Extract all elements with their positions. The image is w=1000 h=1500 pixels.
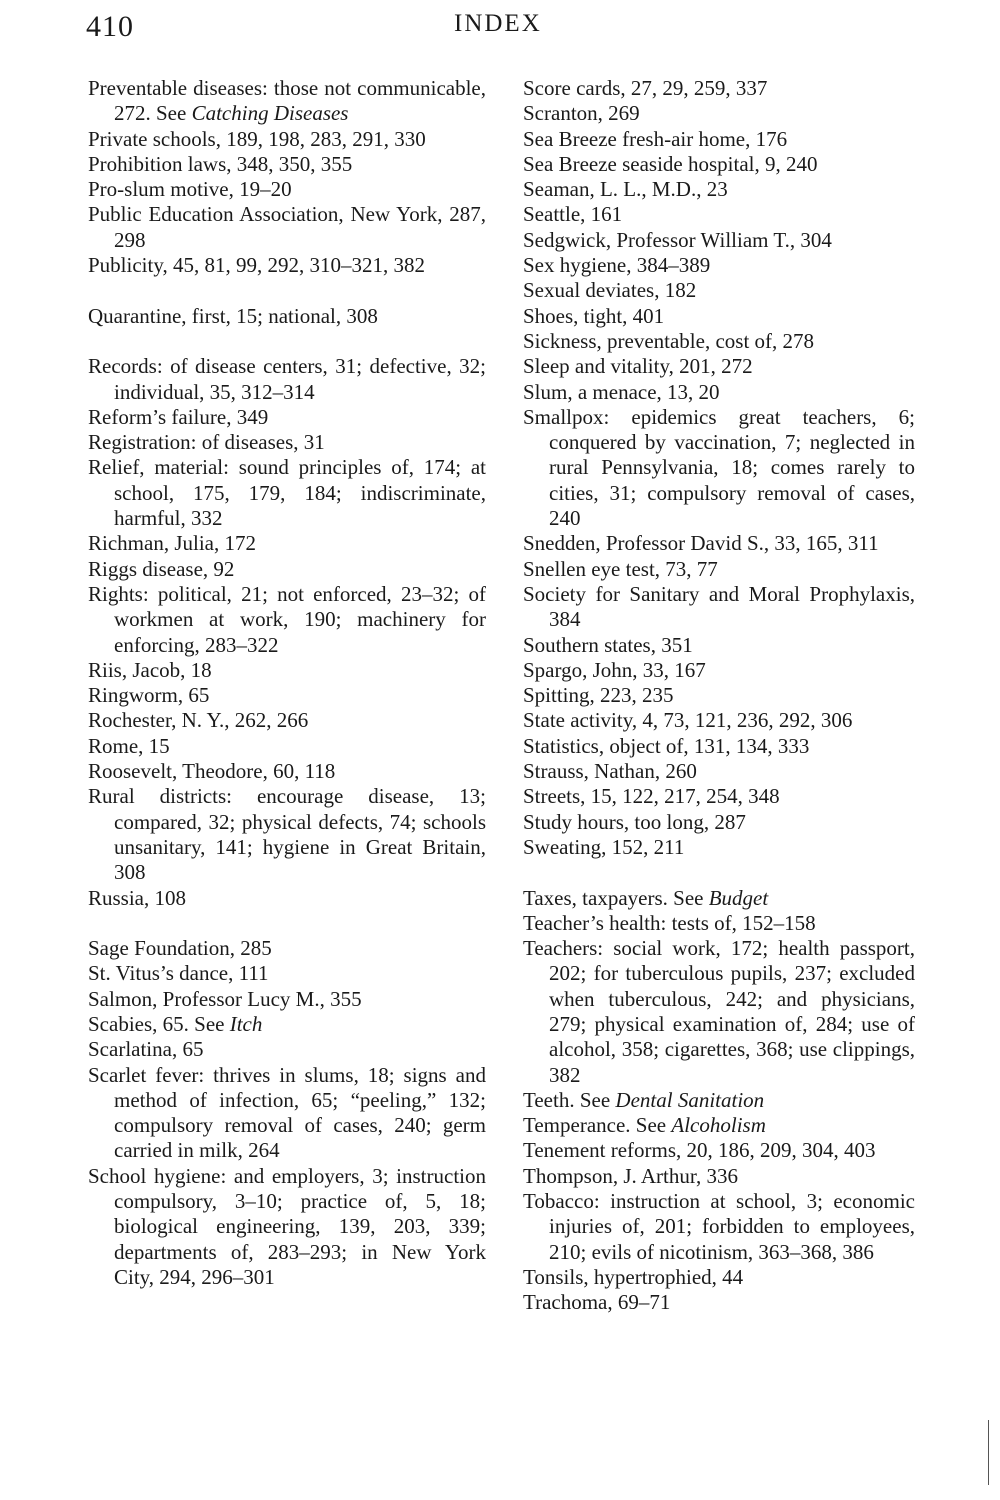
index-entry xyxy=(88,202,486,253)
section-gap xyxy=(88,329,486,354)
index-entry-text: Relief, material: sound principles of, 174; at school, 175, 179, 184; indiscriminate, harmful, 332 xyxy=(88,455,486,531)
index-entry xyxy=(88,177,486,202)
index-entry xyxy=(88,936,486,961)
index-entry-text: Sleep and vitality, 201, 272 xyxy=(523,354,753,379)
index-column-right xyxy=(523,76,915,1316)
index-entry xyxy=(88,152,486,177)
index-entry-text: Scranton, 269 xyxy=(523,101,640,126)
see-reference: Budget xyxy=(708,885,769,910)
index-entry-text: Study hours, too long, 287 xyxy=(523,809,746,834)
index-entry-text: Snellen eye test, 73, 77 xyxy=(523,556,718,581)
index-entry xyxy=(523,405,915,531)
index-entry-text: Records: of disease centers, 31; defective, 32; individual, 35, 312–314 xyxy=(88,354,486,404)
index-entry-text: Rochester, N. Y., 262, 266 xyxy=(88,708,309,733)
index-entry-text: Spitting, 223, 235 xyxy=(523,683,674,708)
index-entry xyxy=(88,354,486,405)
index-entry-text: Tobacco: instruction at school, 3; economic injuries of, 201; forbidden to employees, 210; evils of nicotinism, 363–368, 386 xyxy=(523,1189,915,1264)
index-entry-text: Sex hygiene, 384–389 xyxy=(523,253,711,278)
see-reference: Catching Diseases xyxy=(191,101,349,126)
index-entry-text: Strauss, Nathan, 260 xyxy=(523,759,697,784)
index-entry-text: Quarantine, first, 15; national, 308 xyxy=(88,303,378,328)
index-entry xyxy=(523,734,915,759)
index-column-left xyxy=(88,76,486,1290)
index-entry xyxy=(523,177,915,202)
index-entry xyxy=(88,557,486,582)
index-entry-text: Trachoma, 69–71 xyxy=(523,1290,671,1315)
index-entry-text: Preventable diseases: those not communicable, 272. See xyxy=(88,76,486,126)
index-entry xyxy=(523,202,915,227)
index-entry-text: Private schools, 189, 198, 283, 291, 330 xyxy=(88,126,426,151)
index-entry-text: Snedden, Professor David S., 33, 165, 311 xyxy=(523,531,879,556)
index-entry-text: Sea Breeze seaside hospital, 9, 240 xyxy=(523,151,818,176)
index-entry-text: Ringworm, 65 xyxy=(88,683,210,708)
index-entry xyxy=(523,633,915,658)
index-entry xyxy=(88,683,486,708)
index-entry xyxy=(523,127,915,152)
page-title: INDEX xyxy=(454,10,542,37)
index-entry-text: Temperance. See xyxy=(523,1113,672,1138)
index-entry xyxy=(88,1037,486,1062)
index-entry-text: Prohibition laws, 348, 350, 355 xyxy=(88,151,353,176)
index-entry xyxy=(523,329,915,354)
index-entry-text: Russia, 108 xyxy=(88,885,187,910)
index-entry xyxy=(88,253,486,278)
index-entry xyxy=(523,304,915,329)
index-entry-text: Seaman, L. L., M.D., 23 xyxy=(523,177,728,202)
index-entry-text: Tenement reforms, 20, 186, 209, 304, 403 xyxy=(523,1138,876,1163)
index-entry xyxy=(88,1063,486,1164)
index-entry xyxy=(88,658,486,683)
index-entry-text: Rome, 15 xyxy=(88,733,170,758)
index-entry xyxy=(523,152,915,177)
page-number: 410 xyxy=(86,10,134,43)
index-entry xyxy=(88,76,486,127)
index-entry xyxy=(523,835,915,860)
index-entry xyxy=(88,531,486,556)
index-entry-text: Statistics, object of, 131, 134, 333 xyxy=(523,733,810,758)
index-entry-text: St. Vitus’s dance, 111 xyxy=(88,961,269,986)
index-entry xyxy=(523,911,915,936)
index-entry xyxy=(88,734,486,759)
index-entry xyxy=(88,886,486,911)
index-entry-text: Sexual deviates, 182 xyxy=(523,278,697,303)
index-entry-text: Southern states, 351 xyxy=(523,632,693,657)
index-entry xyxy=(523,683,915,708)
index-entry-text: Sweating, 152, 211 xyxy=(523,834,685,859)
index-entry-text: Taxes, taxpayers. See xyxy=(523,885,709,910)
index-entry-text: Rights: political, 21; not enforced, 23–32; of workmen at work, 190; machinery for enforcing, 283–322 xyxy=(88,581,486,657)
index-entry xyxy=(88,405,486,430)
index-entry xyxy=(523,380,915,405)
index-entry xyxy=(523,1265,915,1290)
index-entry xyxy=(523,1138,915,1163)
index-entry xyxy=(523,354,915,379)
index-entry-text: State activity, 4, 73, 121, 236, 292, 306 xyxy=(523,708,853,733)
see-reference: Dental Sanitation xyxy=(615,1087,765,1112)
index-entry xyxy=(88,1164,486,1290)
index-entry xyxy=(88,127,486,152)
index-entry-text: Richman, Julia, 172 xyxy=(88,531,256,556)
margin-rule xyxy=(988,1420,989,1485)
index-entry-text: Scabies, 65. See xyxy=(88,1011,230,1036)
index-entry xyxy=(523,810,915,835)
index-entry xyxy=(88,759,486,784)
index-entry-text: Seattle, 161 xyxy=(523,202,623,227)
index-entry-text: Reform’s failure, 349 xyxy=(88,404,269,429)
index-entry-text: Streets, 15, 122, 217, 254, 348 xyxy=(523,784,780,809)
index-entry-text: Scarlet fever: thrives in slums, 18; signs and method of infection, 65; “peeling,” 132; compulsory removal of cases, 240; germ carried in milk, 264 xyxy=(88,1062,486,1163)
index-entry-text: Spargo, John, 33, 167 xyxy=(523,657,706,682)
index-entry-text: Teacher’s health: tests of, 152–158 xyxy=(523,910,816,935)
index-entry xyxy=(523,886,915,911)
index-entry-text: Teeth. See xyxy=(523,1087,616,1112)
index-entry xyxy=(88,304,486,329)
index-entry xyxy=(88,582,486,658)
index-entry xyxy=(523,582,915,633)
index-entry xyxy=(523,1290,915,1315)
index-entry xyxy=(523,759,915,784)
index-entry-text: Riggs disease, 92 xyxy=(88,556,235,581)
index-entry-text: Society for Sanitary and Moral Prophylaxis, 384 xyxy=(523,581,915,632)
index-entry xyxy=(523,557,915,582)
index-entry-text: Score cards, 27, 29, 259, 337 xyxy=(523,76,768,100)
index-entry xyxy=(523,228,915,253)
index-entry-text: Sickness, preventable, cost of, 278 xyxy=(523,328,815,353)
index-entry xyxy=(88,1012,486,1037)
index-entry-text: Registration: of diseases, 31 xyxy=(88,430,325,455)
index-entry xyxy=(523,1164,915,1189)
index-entry xyxy=(523,278,915,303)
index-entry-text: Sea Breeze fresh-air home, 176 xyxy=(523,126,788,151)
index-entry-text: Sedgwick, Professor William T., 304 xyxy=(523,227,832,252)
index-entry xyxy=(523,936,915,1088)
index-entry xyxy=(88,455,486,531)
index-entry xyxy=(523,101,915,126)
index-entry-text: Publicity, 45, 81, 99, 292, 310–321, 382 xyxy=(88,253,425,278)
section-gap xyxy=(523,860,915,885)
index-entry xyxy=(523,1113,915,1138)
index-entry xyxy=(523,658,915,683)
index-entry-text: Pro-slum motive, 19–20 xyxy=(88,177,292,202)
index-entry xyxy=(523,708,915,733)
index-entry-text: School hygiene: and employers, 3; instruction compulsory, 3–10; practice of, 5, 18; biological engineering, 139, 203, 339; departments of, 283–293; in New York City, 294, 296–301 xyxy=(88,1163,486,1289)
section-gap xyxy=(88,278,486,303)
index-entry xyxy=(523,253,915,278)
section-gap xyxy=(88,911,486,936)
index-entry xyxy=(523,784,915,809)
index-entry xyxy=(523,76,915,101)
index-entry-text: Teachers: social work, 172; health passport, 202; for tuberculous pupils, 237; excluded when tuberculous, 242; and physicians, 279; physical examination of, 284; use of alcohol, 358; cigarettes, 368; use clippings, 382 xyxy=(523,936,915,1087)
index-entry xyxy=(523,1088,915,1113)
index-entry-text: Scarlatina, 65 xyxy=(88,1037,204,1062)
index-entry-text: Slum, a menace, 13, 20 xyxy=(523,379,720,404)
index-entry-text: Rural districts: encourage disease, 13; compared, 32; physical defects, 74; schools unsanitary, 141; hygiene in Great Britain, 308 xyxy=(88,784,486,885)
index-entry-text: Public Education Association, New York, 287, 298 xyxy=(88,202,486,252)
index-entry-text: Sage Foundation, 285 xyxy=(88,936,272,961)
page-header xyxy=(0,10,1000,50)
index-entry-text: Salmon, Professor Lucy M., 355 xyxy=(88,986,362,1011)
index-entry xyxy=(523,1189,915,1265)
index-entry xyxy=(523,531,915,556)
index-entry xyxy=(88,430,486,455)
index-entry-text: Roosevelt, Theodore, 60, 118 xyxy=(88,759,336,784)
index-entry-text: Riis, Jacob, 18 xyxy=(88,657,212,682)
index-entry-text: Smallpox: epidemics great teachers, 6; conquered by vaccination, 7; neglected in rural Pennsylvania, 18; comes rarely to cities, 31; compulsory removal of cases, 240 xyxy=(523,404,915,531)
index-entry xyxy=(88,961,486,986)
index-entry-text: Tonsils, hypertrophied, 44 xyxy=(523,1264,744,1289)
index-entry xyxy=(88,784,486,885)
see-reference: Alcoholism xyxy=(671,1113,766,1138)
see-reference: Itch xyxy=(229,1011,263,1036)
index-entry xyxy=(88,708,486,733)
index-entry-text: Shoes, tight, 401 xyxy=(523,303,665,328)
index-entry xyxy=(88,987,486,1012)
index-entry-text: Thompson, J. Arthur, 336 xyxy=(523,1163,738,1188)
